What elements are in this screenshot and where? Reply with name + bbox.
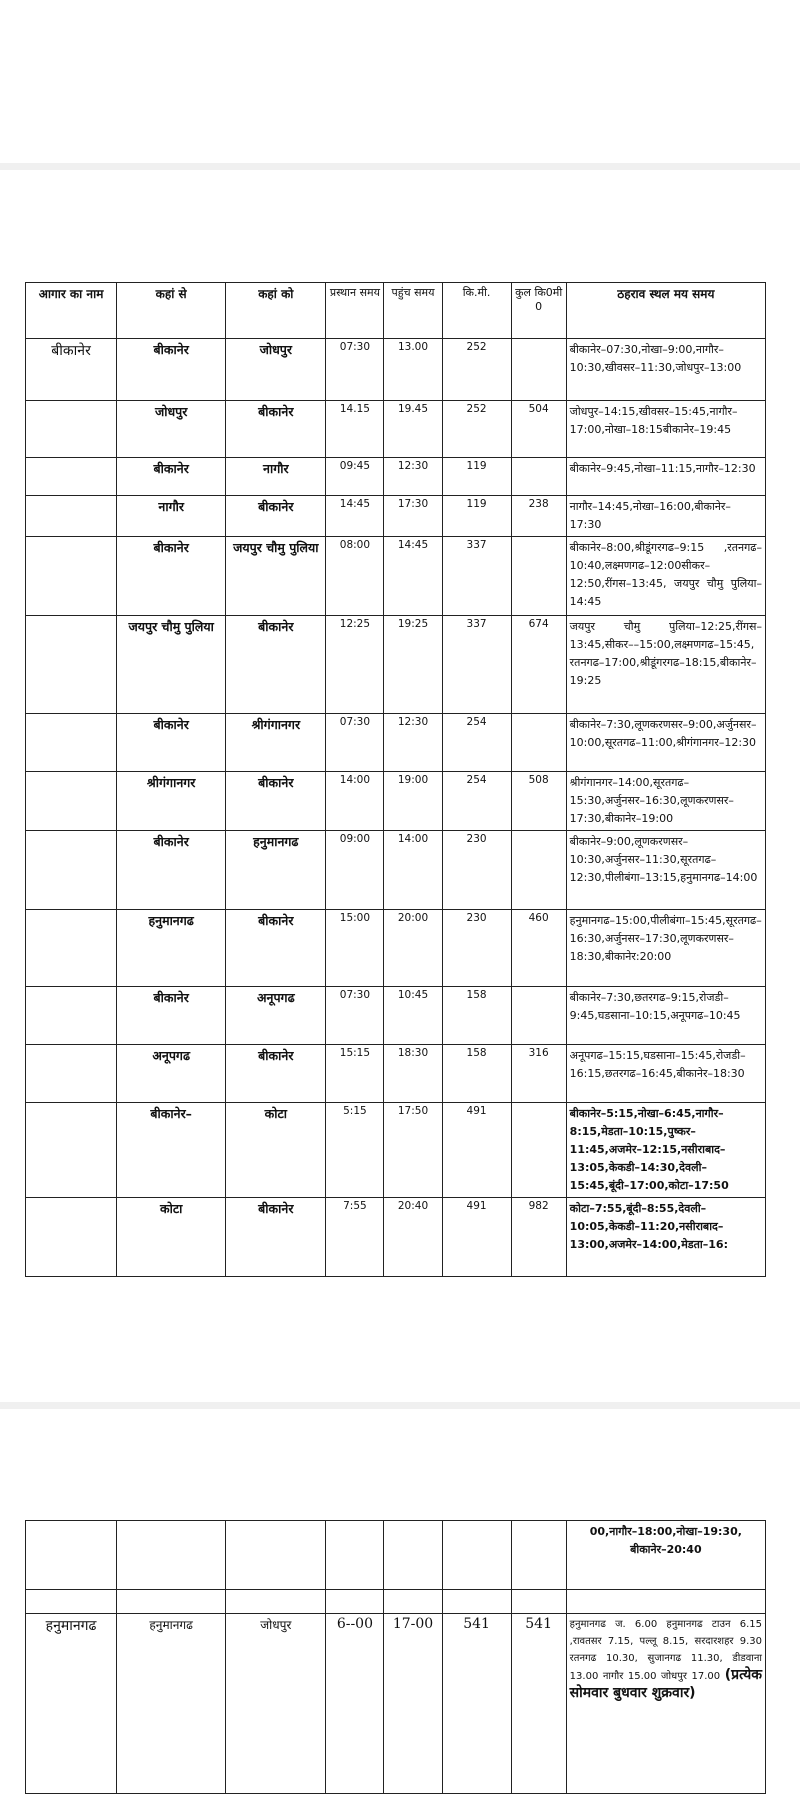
total-km-cell: 674 bbox=[511, 616, 566, 714]
stops-cell: श्रीगंगानगर–14:00,सूरतगढ–15:30,अर्जुनसर–16:30,लूणकरणसर–17:30,बीकानेर–19:00 bbox=[566, 772, 765, 831]
departure-cell: 09:00 bbox=[326, 831, 384, 910]
depot-cell bbox=[26, 401, 117, 458]
departure-cell: 07:30 bbox=[326, 339, 384, 401]
table-row bbox=[26, 339, 766, 401]
to-cell: बीकानेर bbox=[226, 616, 326, 714]
from-cell: श्रीगंगानगर bbox=[117, 772, 226, 831]
table-row bbox=[26, 910, 766, 987]
arrival-cell: 17:50 bbox=[384, 1103, 442, 1198]
table-row bbox=[26, 831, 766, 910]
km-cell: 254 bbox=[442, 714, 511, 772]
total-km-cell bbox=[511, 458, 566, 496]
departure-cell: 14:45 bbox=[326, 496, 384, 537]
from-cell: अनूपगढ bbox=[117, 1045, 226, 1103]
depot-cell: हनुमानगढ bbox=[26, 1614, 117, 1794]
from-cell: जयपुर चौमु पुलिया bbox=[117, 616, 226, 714]
continuation-row bbox=[26, 1521, 766, 1590]
km-cell: 254 bbox=[442, 772, 511, 831]
from-cell: हनुमानगढ bbox=[117, 1614, 226, 1794]
total-km-cell: 238 bbox=[511, 496, 566, 537]
to-cell: जोधपुर bbox=[226, 1614, 326, 1794]
departure-cell: 14:00 bbox=[326, 772, 384, 831]
depot-cell: बीकानेर bbox=[26, 339, 117, 401]
arrival-cell: 17:30 bbox=[384, 496, 442, 537]
depot-cell bbox=[26, 1103, 117, 1198]
arrival-cell: 13.00 bbox=[384, 339, 442, 401]
total-km-cell: 504 bbox=[511, 401, 566, 458]
stops-cell: बीकानेर–8:00,श्रीडूंगरगढ–9:15 ,रतनगढ–10:40,लक्ष्मणगढ–12:00सीकर–12:50,रींगस–13:45, जयपुर चौमु पुलिया–14:45 bbox=[566, 537, 765, 616]
depot-cell bbox=[26, 714, 117, 772]
to-cell: अनूपगढ bbox=[226, 987, 326, 1045]
stops-cell bbox=[566, 1614, 765, 1794]
stops-cell: बीकानेर–7:30,छतरगढ–9:15,रोजडी–9:45,घडसाना–10:15,अनूपगढ–10:45 bbox=[566, 987, 765, 1045]
km-cell: 158 bbox=[442, 987, 511, 1045]
empty-row bbox=[26, 1590, 766, 1614]
departure-cell: 09:45 bbox=[326, 458, 384, 496]
from-cell: बीकानेर bbox=[117, 831, 226, 910]
depot-cell bbox=[26, 831, 117, 910]
header-from: कहां से bbox=[117, 283, 226, 339]
table-row bbox=[26, 537, 766, 616]
arrival-cell: 14:45 bbox=[384, 537, 442, 616]
stops-cell: बीकानेर–07:30,नोखा–9:00,नागौर–10:30,खीवसर–11:30,जोधपुर–13:00 bbox=[566, 339, 765, 401]
arrival-cell: 14:00 bbox=[384, 831, 442, 910]
to-cell: बीकानेर bbox=[226, 1198, 326, 1277]
total-km-cell: 508 bbox=[511, 772, 566, 831]
page-gap-top bbox=[0, 163, 800, 170]
from-cell: बीकानेर bbox=[117, 458, 226, 496]
total-km-cell bbox=[511, 714, 566, 772]
from-cell: बीकानेर bbox=[117, 537, 226, 616]
stops-cell: बीकानेर–7:30,लूणकरणसर–9:00,अर्जुनसर–10:00,सूरतगढ–11:00,श्रीगंगानगर–12:30 bbox=[566, 714, 765, 772]
arrival-cell: 12:30 bbox=[384, 714, 442, 772]
to-cell: कोटा bbox=[226, 1103, 326, 1198]
km-cell: 230 bbox=[442, 831, 511, 910]
stops-cell: अनूपगढ–15:15,घडसाना–15:45,रोजडी–16:15,छतरगढ–16:45,बीकानेर–18:30 bbox=[566, 1045, 765, 1103]
stops-cell: बीकानेर–9:45,नोखा–11:15,नागौर–12:30 bbox=[566, 458, 765, 496]
stops-cell: बीकानेर–9:00,लूणकरणसर–10:30,अर्जुनसर–11:30,सूरतगढ–12:30,पीलीबंगा–13:15,हनुमानगढ–14:00 bbox=[566, 831, 765, 910]
arrival-cell: 20:40 bbox=[384, 1198, 442, 1277]
km-cell: 337 bbox=[442, 616, 511, 714]
depot-cell bbox=[26, 537, 117, 616]
total-km-cell bbox=[511, 537, 566, 616]
total-km-cell: 316 bbox=[511, 1045, 566, 1103]
from-cell: हनुमानगढ bbox=[117, 910, 226, 987]
table-row bbox=[26, 1045, 766, 1103]
total-km-cell bbox=[511, 1103, 566, 1198]
table-row bbox=[26, 458, 766, 496]
schedule-table-page2 bbox=[25, 1520, 766, 1794]
continuation-stops: 00,नागौर–18:00,नोखा–19:30, बीकानेर–20:40 bbox=[566, 1521, 765, 1590]
header-departure: प्रस्थान समय bbox=[326, 283, 384, 339]
from-cell: बीकानेर– bbox=[117, 1103, 226, 1198]
to-cell: बीकानेर bbox=[226, 496, 326, 537]
table-row bbox=[26, 616, 766, 714]
total-km-cell: 541 bbox=[511, 1614, 566, 1794]
arrival-cell: 19.45 bbox=[384, 401, 442, 458]
to-cell: नागौर bbox=[226, 458, 326, 496]
depot-cell bbox=[26, 987, 117, 1045]
departure-cell: 07:30 bbox=[326, 987, 384, 1045]
header-total-km: कुल कि0मी 0 bbox=[511, 283, 566, 339]
departure-cell: 15:15 bbox=[326, 1045, 384, 1103]
table-row bbox=[26, 496, 766, 537]
table-row bbox=[26, 401, 766, 458]
departure-cell: 6--00 bbox=[326, 1614, 384, 1794]
arrival-cell: 20:00 bbox=[384, 910, 442, 987]
schedule-table-page1 bbox=[25, 282, 766, 1277]
table-row bbox=[26, 1614, 766, 1794]
header-row bbox=[26, 283, 766, 339]
total-km-cell bbox=[511, 831, 566, 910]
total-km-cell: 460 bbox=[511, 910, 566, 987]
stops-text: हनुमानगढ ज. 6.00 हनुमानगढ टाउन 6.15 ,रावतसर 7.15, पल्लू 8.15, सरदारशहर 9.30 रतनगढ 10.30, सुजानगढ 11.30, डीडवाना 13.00 नागौर 15.00 जोधपुर 17.00 bbox=[569, 1619, 762, 1682]
from-cell: बीकानेर bbox=[117, 339, 226, 401]
depot-cell bbox=[26, 616, 117, 714]
arrival-cell: 19:25 bbox=[384, 616, 442, 714]
to-cell: जयपुर चौमु पुलिया bbox=[226, 537, 326, 616]
to-cell: श्रीगंगानगर bbox=[226, 714, 326, 772]
stops-cell: जयपुर चौमु पुलिया–12:25,रींगस–13:45,सीकर––15:00,लक्ष्मणगढ–15:45, रतनगढ–17:00,श्रीडूंगरगढ–18:15,बीकानेर–19:25 bbox=[566, 616, 765, 714]
km-cell: 541 bbox=[442, 1614, 511, 1794]
km-cell: 491 bbox=[442, 1103, 511, 1198]
to-cell: जोधपुर bbox=[226, 339, 326, 401]
km-cell: 337 bbox=[442, 537, 511, 616]
departure-cell: 14.15 bbox=[326, 401, 384, 458]
from-cell: नागौर bbox=[117, 496, 226, 537]
stops-cell: हनुमानगढ–15:00,पीलीबंगा–15:45,सूरतगढ–16:30,अर्जुनसर–17:30,लूणकरणसर–18:30,बीकानेर:20:00 bbox=[566, 910, 765, 987]
arrival-cell: 10:45 bbox=[384, 987, 442, 1045]
depot-cell bbox=[26, 496, 117, 537]
departure-cell: 5:15 bbox=[326, 1103, 384, 1198]
header-stops: ठहराव स्थल मय समय bbox=[566, 283, 765, 339]
table-row bbox=[26, 1103, 766, 1198]
from-cell: जोधपुर bbox=[117, 401, 226, 458]
km-cell: 491 bbox=[442, 1198, 511, 1277]
header-to: कहां को bbox=[226, 283, 326, 339]
from-cell: बीकानेर bbox=[117, 987, 226, 1045]
departure-cell: 08:00 bbox=[326, 537, 384, 616]
km-cell: 230 bbox=[442, 910, 511, 987]
total-km-cell bbox=[511, 987, 566, 1045]
departure-cell: 15:00 bbox=[326, 910, 384, 987]
depot-cell bbox=[26, 910, 117, 987]
to-cell: हनुमानगढ bbox=[226, 831, 326, 910]
page-gap-bottom bbox=[0, 1402, 800, 1409]
stops-cell: जोधपुर–14:15,खीवसर–15:45,नागौर–17:00,नोखा–18:15बीकानेर–19:45 bbox=[566, 401, 765, 458]
arrival-cell: 18:30 bbox=[384, 1045, 442, 1103]
header-arrival: पहुंच समय bbox=[384, 283, 442, 339]
to-cell: बीकानेर bbox=[226, 401, 326, 458]
from-cell: बीकानेर bbox=[117, 714, 226, 772]
header-km: कि.मी. bbox=[442, 283, 511, 339]
header-depot: आगार का नाम bbox=[26, 283, 117, 339]
total-km-cell: 982 bbox=[511, 1198, 566, 1277]
km-cell: 252 bbox=[442, 339, 511, 401]
total-km-cell bbox=[511, 339, 566, 401]
km-cell: 119 bbox=[442, 496, 511, 537]
departure-cell: 07:30 bbox=[326, 714, 384, 772]
departure-cell: 12:25 bbox=[326, 616, 384, 714]
depot-cell bbox=[26, 1045, 117, 1103]
stops-cell: कोटा–7:55,बूंदी–8:55,देवली–10:05,केकडी–11:20,नसीराबाद–13:00,अजमेर–14:00,मेडता–16: bbox=[566, 1198, 765, 1277]
table-row bbox=[26, 772, 766, 831]
from-cell: कोटा bbox=[117, 1198, 226, 1277]
arrival-cell: 19:00 bbox=[384, 772, 442, 831]
arrival-cell: 17-00 bbox=[384, 1614, 442, 1794]
to-cell: बीकानेर bbox=[226, 910, 326, 987]
table-row bbox=[26, 987, 766, 1045]
arrival-cell: 12:30 bbox=[384, 458, 442, 496]
km-cell: 119 bbox=[442, 458, 511, 496]
days-note: (प्रत्येक सोमवार बुधवार शुक्रवार) bbox=[569, 1667, 762, 1701]
depot-cell bbox=[26, 1198, 117, 1277]
depot-cell bbox=[26, 458, 117, 496]
departure-cell: 7:55 bbox=[326, 1198, 384, 1277]
stops-cell: नागौर–14:45,नोखा–16:00,बीकानेर–17:30 bbox=[566, 496, 765, 537]
to-cell: बीकानेर bbox=[226, 1045, 326, 1103]
stops-cell: बीकानेर–5:15,नोखा–6:45,नागौर–8:15,मेडता–10:15,पुष्कर–11:45,अजमेर–12:15,नसीराबाद–13:05,केकडी–14:30,देवली–15:45,बूंदी–17:00,कोटा–17:50 bbox=[566, 1103, 765, 1198]
to-cell: बीकानेर bbox=[226, 772, 326, 831]
table-row bbox=[26, 714, 766, 772]
table-row bbox=[26, 1198, 766, 1277]
depot-cell bbox=[26, 772, 117, 831]
km-cell: 252 bbox=[442, 401, 511, 458]
km-cell: 158 bbox=[442, 1045, 511, 1103]
